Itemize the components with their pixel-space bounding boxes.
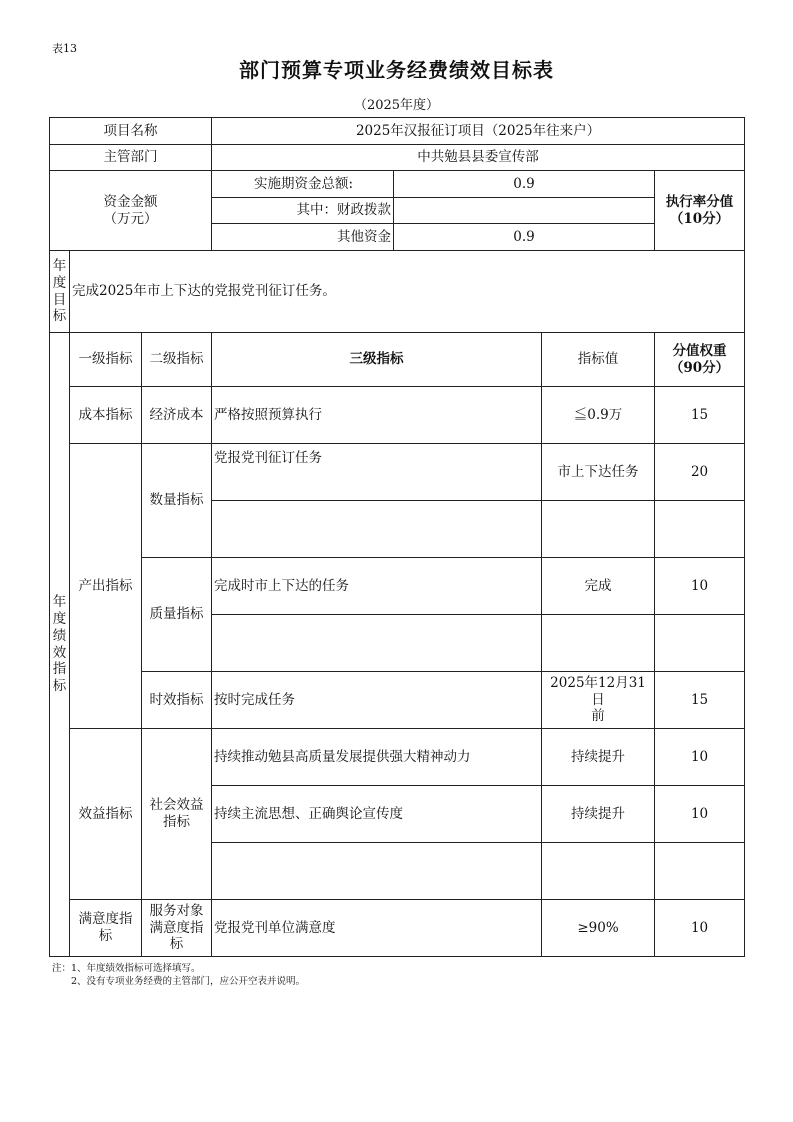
- annual-goal-char: 目: [52, 291, 67, 308]
- department-value: 中共勉县县委宣传部: [212, 145, 745, 171]
- performance-indicator-char: 绩: [52, 627, 67, 644]
- quality-indicator-l2: 质量指标: [142, 558, 212, 672]
- fiscal-fund-label: 其中：财政拨款: [212, 198, 394, 224]
- social-benefit-value: 持续提升: [542, 729, 655, 786]
- header-indicator-value: 指标值: [542, 333, 655, 387]
- execution-rate-label: [655, 171, 745, 251]
- performance-indicator-char: 效: [52, 644, 67, 661]
- social-benefit-l3: 持续推动勉县高质量发展提供强大精神动力: [212, 729, 542, 786]
- timeliness-indicator-value: [542, 672, 655, 729]
- quality-indicator-value-empty: [542, 615, 655, 672]
- quantity-indicator-weight-empty: [655, 501, 745, 558]
- fund-amount-label-line2: （万元）: [103, 210, 158, 227]
- annual-goal-char: 年: [52, 257, 67, 274]
- social-benefit-indicator-l2: [142, 729, 212, 900]
- social-benefit-line2: 指标: [163, 814, 191, 830]
- project-name-value: 2025年汉报征订项目（2025年往来户）: [212, 118, 745, 145]
- satisfaction-l1-line2: 标: [98, 928, 113, 944]
- benefit-indicator-l1: 效益指标: [70, 729, 142, 900]
- satisfaction-l2-line3: 标: [169, 936, 184, 953]
- quantity-indicator-value: 市上下达任务: [542, 444, 655, 501]
- annual-goal-label: [50, 251, 70, 333]
- annual-goal-text: 完成2025年市上下达的党报党刊征订任务。: [70, 251, 745, 333]
- annual-goal-char: 度: [52, 274, 67, 291]
- quality-indicator-l3-empty: [212, 615, 542, 672]
- social-benefit-weight-empty: [655, 843, 745, 900]
- quantity-indicator-l3: 党报党刊征订任务: [212, 444, 542, 501]
- timeliness-indicator-l3: 按时完成任务: [212, 672, 542, 729]
- header-level2: 二级指标: [142, 333, 212, 387]
- satisfaction-l1-line1: 满意度指: [78, 911, 133, 928]
- department-label: 主管部门: [50, 145, 212, 171]
- footnotes: [52, 962, 305, 988]
- fund-amount-label-line1: 资金金额: [103, 193, 158, 210]
- satisfaction-l2-line1: 服务对象: [149, 902, 204, 919]
- timeliness-indicator-weight: 15: [655, 672, 745, 729]
- cost-indicator-l1: 成本指标: [70, 387, 142, 444]
- quantity-indicator-value-empty: [542, 501, 655, 558]
- satisfaction-indicator-l3: 党报党刊单位满意度: [212, 900, 542, 957]
- quality-indicator-l3: 完成时市上下达的任务: [212, 558, 542, 615]
- quantity-indicator-weight: 20: [655, 444, 745, 501]
- header-level3: 三级指标: [212, 333, 542, 387]
- performance-indicator-label: [50, 333, 70, 957]
- performance-indicator-char: 标: [52, 678, 67, 695]
- fund-amount-label: [50, 171, 212, 251]
- satisfaction-indicator-l2: [142, 900, 212, 957]
- quality-indicator-weight: 10: [655, 558, 745, 615]
- header-weight-line2: （90分）: [669, 359, 730, 376]
- execution-rate-label-line2: （10分）: [669, 210, 730, 227]
- fiscal-fund-value: [394, 198, 655, 224]
- satisfaction-indicator-value: ≥90%: [542, 900, 655, 957]
- other-fund-value: 0.9: [394, 224, 655, 251]
- total-fund-value: 0.9: [394, 171, 655, 198]
- cost-indicator-l3: 严格按照预算执行: [212, 387, 542, 444]
- quality-indicator-value: 完成: [542, 558, 655, 615]
- year-label: （2025年度）: [353, 98, 440, 113]
- satisfaction-l2-line2: 满意度指: [149, 919, 204, 936]
- satisfaction-indicator-weight: 10: [655, 900, 745, 957]
- header-level1: 一级指标: [70, 333, 142, 387]
- header-weight-line1: 分值权重: [672, 342, 727, 359]
- social-benefit-line1: 社会效益: [149, 797, 204, 814]
- annual-goal-char: 标: [52, 308, 67, 325]
- satisfaction-indicator-l1: [70, 900, 142, 957]
- execution-rate-label-line1: 执行率分值: [665, 193, 734, 210]
- performance-indicator-char: 年: [52, 593, 67, 610]
- page-title: 部门预算专项业务经费绩效目标表: [239, 58, 554, 82]
- social-benefit-value-empty: [542, 843, 655, 900]
- performance-target-table: [49, 117, 745, 957]
- social-benefit-weight: 10: [655, 786, 745, 843]
- quantity-indicator-l3-empty: [212, 501, 542, 558]
- timeliness-indicator-l2: 时效指标: [142, 672, 212, 729]
- footnote-1: 注：1、年度绩效指标可选择填写。: [52, 963, 201, 974]
- social-benefit-l3: 持续主流思想、正确舆论宣传度: [212, 786, 542, 843]
- footnote-2: 2、没有专项业务经费的主管部门，应公开空表并说明。: [52, 976, 306, 987]
- cost-indicator-l2: 经济成本: [142, 387, 212, 444]
- output-indicator-l1: 产出指标: [70, 444, 142, 729]
- table-number: 表13: [52, 42, 77, 55]
- cost-indicator-value: ≦0.9万: [542, 387, 655, 444]
- header-weight: [655, 333, 745, 387]
- cost-indicator-weight: 15: [655, 387, 745, 444]
- social-benefit-value: 持续提升: [542, 786, 655, 843]
- total-fund-label: 实施期资金总额:: [212, 171, 394, 198]
- social-benefit-weight: 10: [655, 729, 745, 786]
- performance-indicator-char: 度: [52, 610, 67, 627]
- timeliness-value-line1: 2025年12月31日: [550, 674, 646, 708]
- timeliness-value-line2: 前: [591, 708, 605, 725]
- performance-indicator-char: 指: [52, 661, 67, 678]
- quantity-indicator-l2: 数量指标: [142, 444, 212, 558]
- other-fund-label: 其他资金: [212, 224, 394, 251]
- quality-indicator-weight-empty: [655, 615, 745, 672]
- project-name-label: 项目名称: [50, 118, 212, 145]
- social-benefit-l3-empty: [212, 843, 542, 900]
